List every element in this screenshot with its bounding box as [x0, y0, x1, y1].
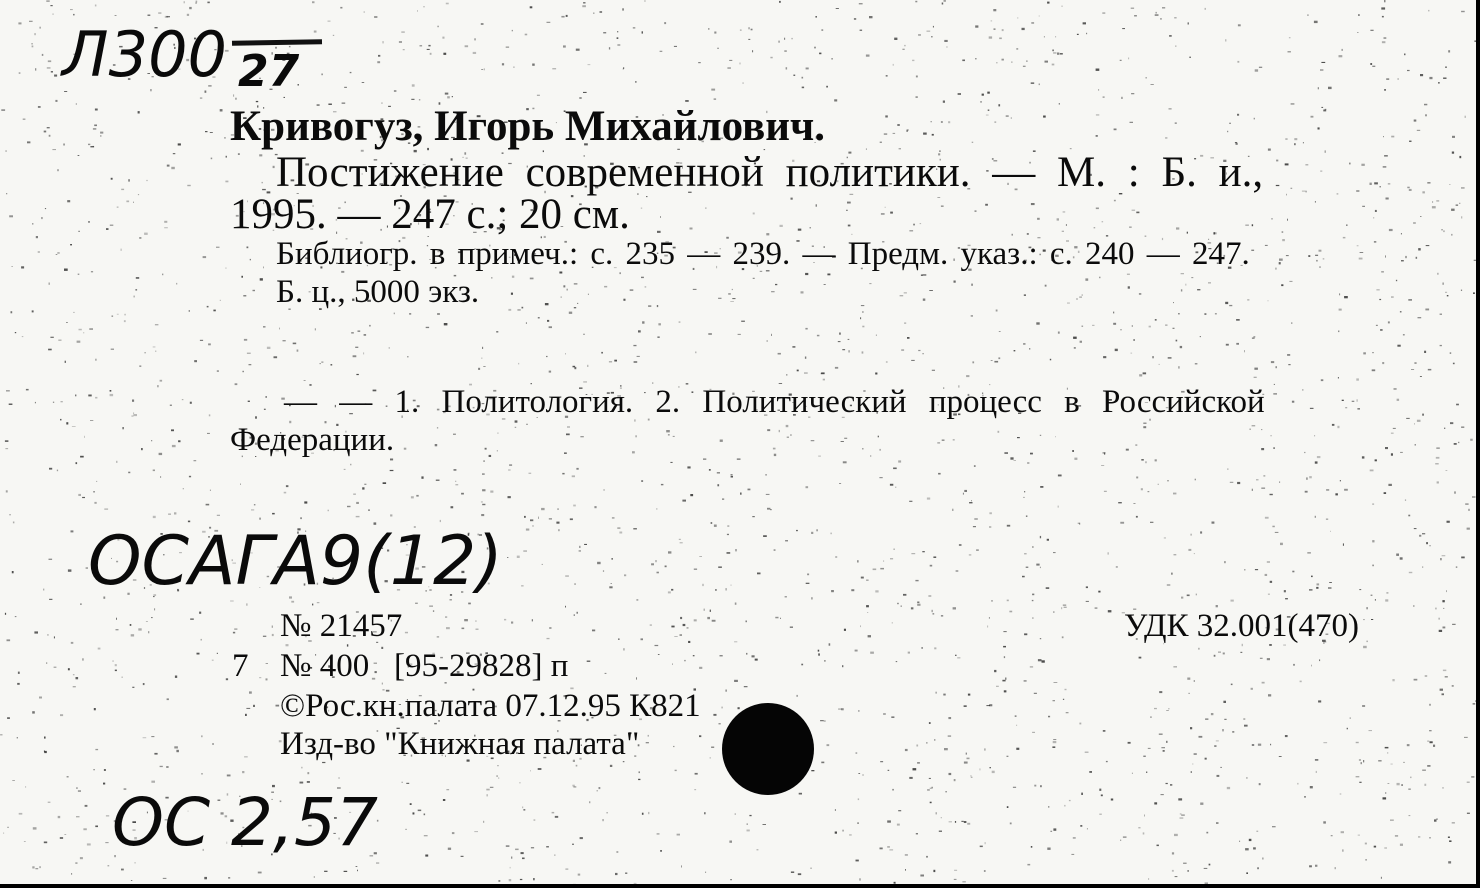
- class-code: ОСАГА9(12): [88, 522, 503, 601]
- notes-line-1: Библиогр. в примеч.: с. 235 — 239. — Предм. указ.: с. 240 — 247.: [276, 236, 1250, 272]
- title-line-2: 1995. — 247 с.; 20 см.: [230, 191, 630, 238]
- author-heading: Кривогуз, Игорь Михайлович.: [230, 103, 826, 150]
- shelf-number: 27: [238, 46, 300, 97]
- card-number: № 21457: [280, 608, 403, 644]
- bottom-code: ОС 2,57: [112, 784, 378, 861]
- copyright-line: ©Рос.кн.палата 07.12.95 К821: [280, 688, 701, 724]
- publisher-line: Изд-во "Книжная палата": [280, 726, 640, 762]
- subjects-line-1: — — 1. Политология. 2. Политический процесс в Российской: [284, 384, 1265, 420]
- punch-hole: [722, 703, 814, 795]
- udc-code: УДК 32.001(470): [1124, 608, 1360, 644]
- shelf-mark: Л300: [62, 18, 227, 91]
- notes-line-2: Б. ц., 5000 экз.: [276, 274, 480, 310]
- row-marker: 7: [232, 648, 249, 684]
- subjects-line-2: Федерации.: [230, 422, 395, 458]
- title-line-1: Постижение современной политики. — М. : Б. и.,: [276, 149, 1264, 196]
- record-number: № 400 [95-29828] п: [280, 648, 569, 684]
